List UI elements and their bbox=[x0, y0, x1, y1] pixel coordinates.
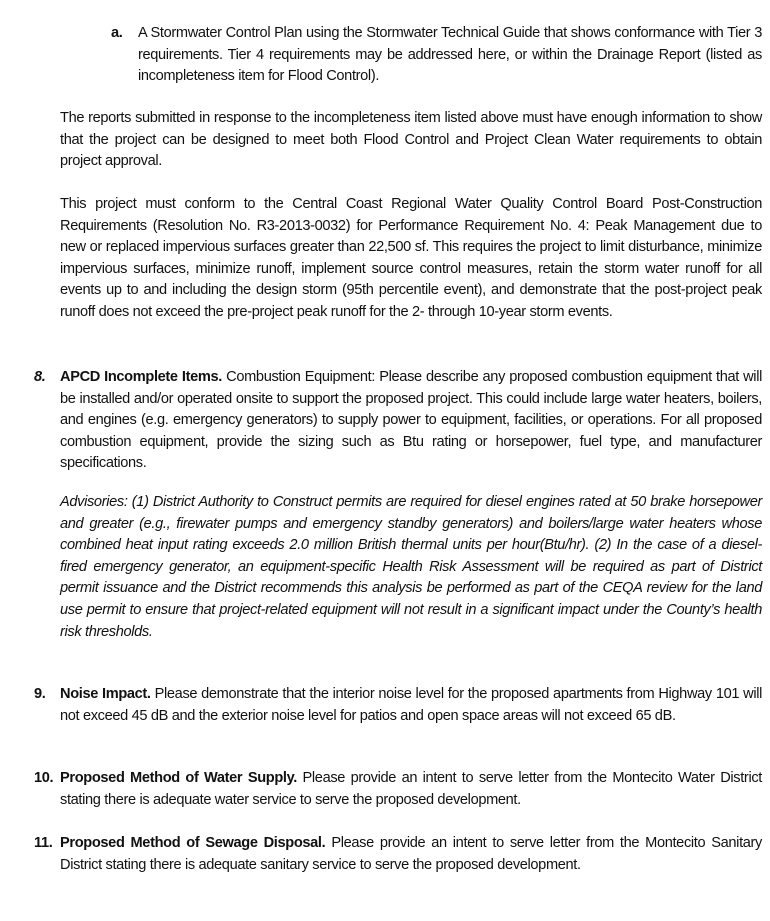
sub-item-a-text bbox=[138, 23, 762, 88]
item-10-paragraph bbox=[60, 768, 762, 811]
item-10-body: Please provide an intent to serve letter from the Montecito Water District stating there is adequate water service to serve the proposed development. bbox=[60, 770, 762, 808]
item-8-body: Combustion Equipment: Please describe any proposed combustion equipment that will be installed and/or operated onsite to support the proposed project. This could include large water heaters, boilers, and engines (e.g. emergency generators) to supply power to equipment, facilities, or operations. For all proposed combustion equipment, provide the sizing such as Btu rating or horsepower, fuel type, and manufacturer specifications. bbox=[60, 369, 762, 472]
conformance-paragraph-text: This project must conform to the Central Coast Regional Water Quality Control Board Post-Construction Requirements (Resolution No. R3-2013-0032) for Performance Requirement No. 4: Peak Management due to new or replaced impervious surfaces greater than 22,500 sf. This requires the project to limit disturbance, minimize impervious surfaces, minimize runoff, implement source control measures, retain the storm water runoff for all events up to and including the design storm (95th percentile event), and demonstrate that the post-project peak runoff does not exceed the pre-project peak runoff for the 2- through 10-year storm events. bbox=[60, 196, 762, 320]
sub-item-a-paragraph: A Stormwater Control Plan using the Stormwater Technical Guide that shows conformance with Tier 3 requirements. Tier 4 requirements may be addressed here, or within the Drainage Report (listed as incompleteness item for Flood Control). bbox=[138, 25, 762, 85]
item-10-heading: Proposed Method of Water Supply. bbox=[60, 770, 297, 786]
item-8-advisory-text: Advisories: (1) District Authority to Construct permits are required for diesel engines rated at 50 brake horsepower and greater (e.g., firewater pumps and emergency standby generators) and boilers/large water heaters whose combined heat input rating exceeds 2.0 million British thermal units per hour(Btu/hr). (2) In the case of a diesel-fired emergency generator, an equipment-specific Health Risk Assessment will be required as part of District permit issuance and the District recommends this analysis be performed as part of the CEQA review for the land use permit to ensure that project-related equipment will not result in a significant impact under the County’s health risk thresholds. bbox=[60, 494, 762, 640]
item-11-body: Please provide an intent to serve letter from the Montecito Sanitary District stating there is adequate sanitary service to serve the proposed development. bbox=[60, 835, 762, 873]
item-9-paragraph bbox=[60, 684, 762, 727]
item-9-noise-impact bbox=[60, 684, 762, 727]
item-11-paragraph bbox=[60, 833, 762, 876]
sub-item-a-marker: a. bbox=[111, 25, 123, 41]
item-8-paragraph bbox=[60, 367, 762, 475]
item-8-number: 8. bbox=[34, 369, 46, 385]
item-11-sewage-disposal bbox=[60, 833, 762, 876]
item-9-number: 9. bbox=[34, 686, 46, 702]
item-11-number: 11. bbox=[34, 835, 53, 851]
item-11-heading: Proposed Method of Sewage Disposal. bbox=[60, 835, 326, 851]
item-10-water-supply bbox=[60, 768, 762, 811]
item-8-apcd bbox=[60, 367, 762, 475]
item-10-number: 10. bbox=[34, 770, 54, 786]
reports-paragraph bbox=[60, 108, 762, 173]
reports-paragraph-text: The reports submitted in response to the incompleteness item listed above must have enough information to show that the project can be designed to meet both Flood Control and Project Clean Water requirements to obtain project approval. bbox=[60, 110, 762, 170]
item-9-body: Please demonstrate that the interior noise level for the proposed apartments from Highway 101 will not exceed 45 dB and the exterior noise level for patios and open space areas will not exceed 65 dB. bbox=[60, 686, 763, 724]
item-9-heading: Noise Impact. bbox=[60, 686, 151, 702]
item-8-advisory bbox=[60, 492, 762, 643]
conformance-paragraph bbox=[60, 194, 762, 324]
item-8-heading: APCD Incomplete Items. bbox=[60, 369, 222, 385]
